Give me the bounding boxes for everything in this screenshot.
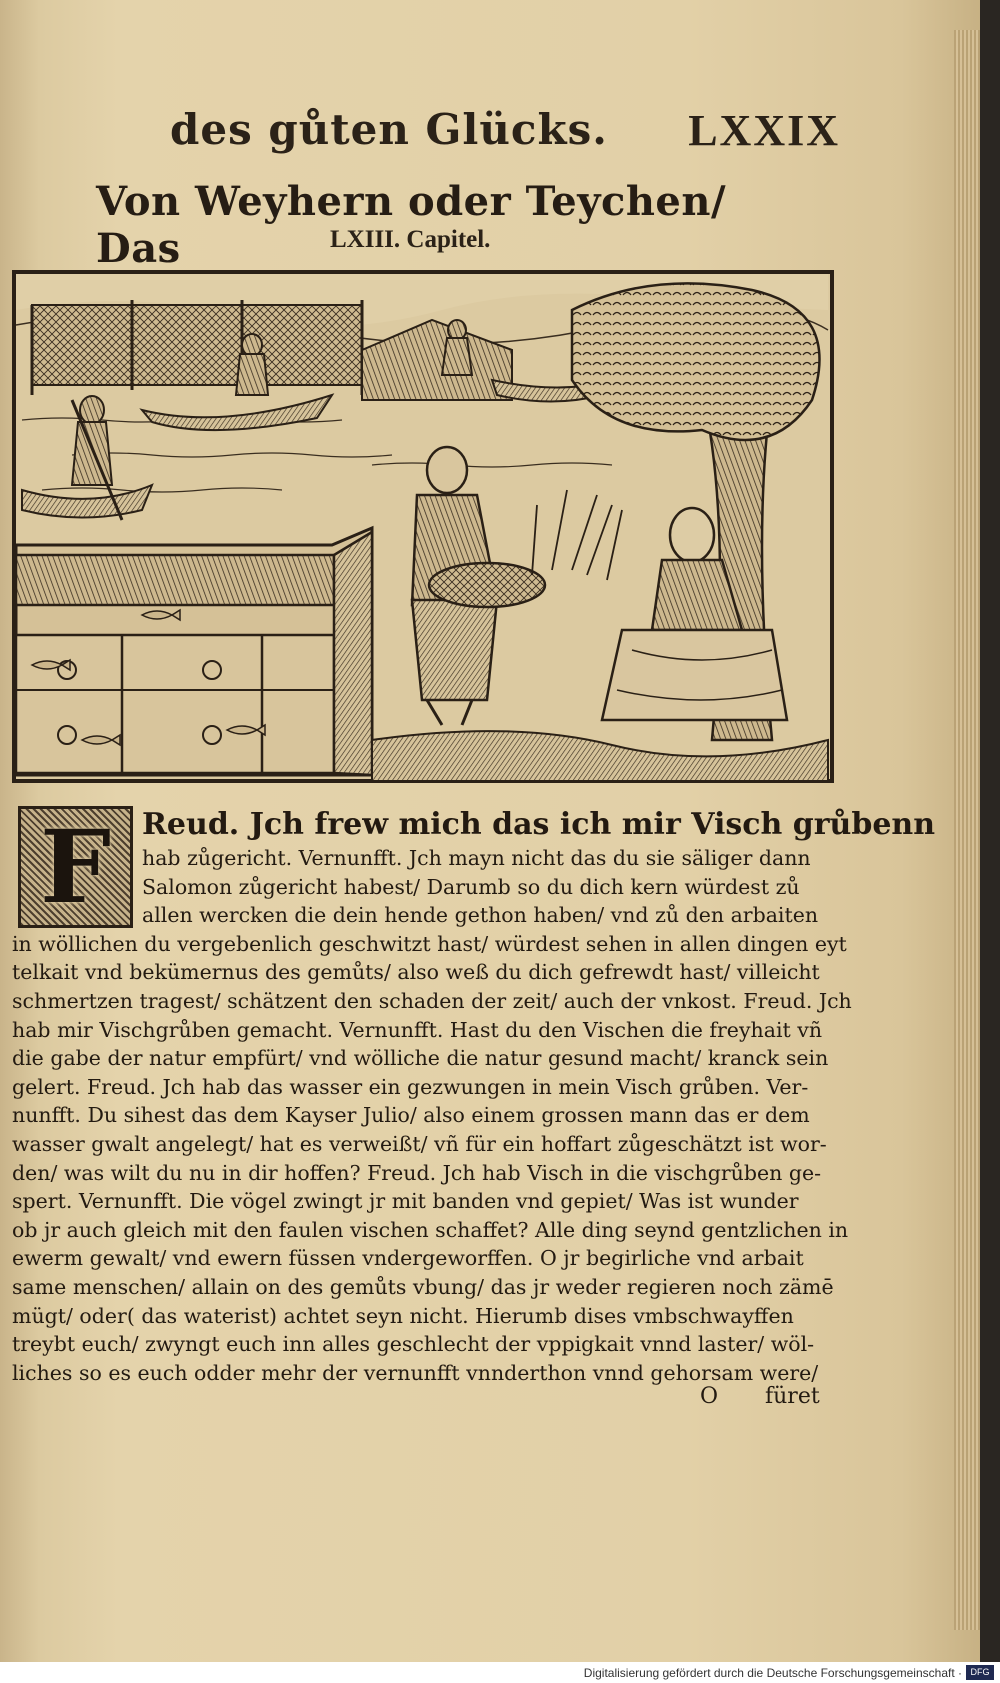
text-line: Salomon zůgericht habest/ Darumb so du dich kern würdest zů bbox=[142, 874, 800, 899]
catchword: füret bbox=[765, 1384, 820, 1409]
text-line: die gabe der natur empfürt/ vnd wölliche die natur gesund macht/ kranck sein bbox=[12, 1046, 829, 1071]
text-line: Reud. Jch frew mich das ich mir Visch grůbenn bbox=[142, 807, 936, 842]
text-line: treybt euch/ zwyngt euch inn alles geschlecht der vppigkait vnnd laster/ wöl- bbox=[12, 1332, 815, 1357]
text-line: same menschen/ allain on des gemůts vbung/ das jr weder regieren noch zämē bbox=[12, 1274, 834, 1299]
text-line: nunfft. Du sihest das dem Kayser Julio/ also einem grossen mann das er dem bbox=[12, 1103, 810, 1128]
text-line: hab zůgericht. Vernunfft. Jch mayn nicht das du sie säliger dann bbox=[142, 846, 811, 870]
text-line: mügt/ oder( das waterist) achtet seyn nicht. Hierumb dises vmbschwayffen bbox=[12, 1303, 794, 1328]
text-line: in wöllichen du vergebenlich geschwitzt hast/ würdest sehen in allen dingen eyt bbox=[12, 931, 847, 956]
text-line: liches so es euch odder mehr der vernunfft vnnderthon vnnd gehorsam were/ bbox=[12, 1360, 819, 1385]
fishpond-woodcut-icon bbox=[12, 270, 834, 783]
text-line: schmertzen tragest/ schätzent den schaden der zeit/ auch der vnkost. Freud. Jch bbox=[12, 988, 852, 1013]
folio-number: LXXIX bbox=[688, 106, 840, 155]
text-line: ob jr auch gleich mit den faulen vischen schaffet? Alle ding seynd gentzlichen in bbox=[12, 1217, 849, 1242]
running-head-title: des gůten Glücks. bbox=[170, 105, 608, 154]
page-edge bbox=[954, 30, 980, 1630]
text-line: ewerm gewalt/ vnd ewern füssen vndergeworffen. O jr begirliche vnd arbait bbox=[12, 1246, 804, 1271]
text-line: telkait vnd bekümernus des gemůts/ also weß du dich gefrewdt hast/ villeicht bbox=[12, 960, 820, 985]
text-line: spert. Vernunfft. Die vögel zwingt jr mit banden vnd gepiet/ Was ist wunder bbox=[12, 1189, 799, 1214]
signature-mark: O bbox=[700, 1384, 719, 1409]
text-line: den/ was wilt du nu in dir hoffen? Freud. Jch hab Visch in die vischgrůben ge- bbox=[12, 1160, 822, 1185]
footer-credit: Digitalisierung gefördert durch die Deutsche Forschungsgemeinschaft · bbox=[583, 1666, 962, 1680]
text-line: wasser gwalt angelegt/ hat es verweißt/ vñ für ein hoffart zůgeschätzt ist wor- bbox=[12, 1131, 827, 1156]
text-line: gelert. Freud. Jch hab das wasser ein gezwungen in mein Visch grůben. Ver- bbox=[12, 1074, 809, 1099]
chapter-title: Von Weyhern oder Teychen/ Das bbox=[96, 178, 727, 272]
text-line: allen wercken die dein hende gethon haben/ vnd zů den arbaiten bbox=[142, 903, 819, 928]
dfg-logo: DFG bbox=[966, 1665, 994, 1680]
running-head bbox=[170, 105, 840, 165]
text-line: hab mir Vischgrůben gemacht. Vernunfft. Hast du den Vischen die freyhait vñ bbox=[12, 1017, 823, 1042]
initial-letter: F bbox=[40, 808, 111, 926]
chapter-number: LXIII. Capitel. bbox=[330, 226, 491, 253]
body-text bbox=[12, 806, 936, 1387]
